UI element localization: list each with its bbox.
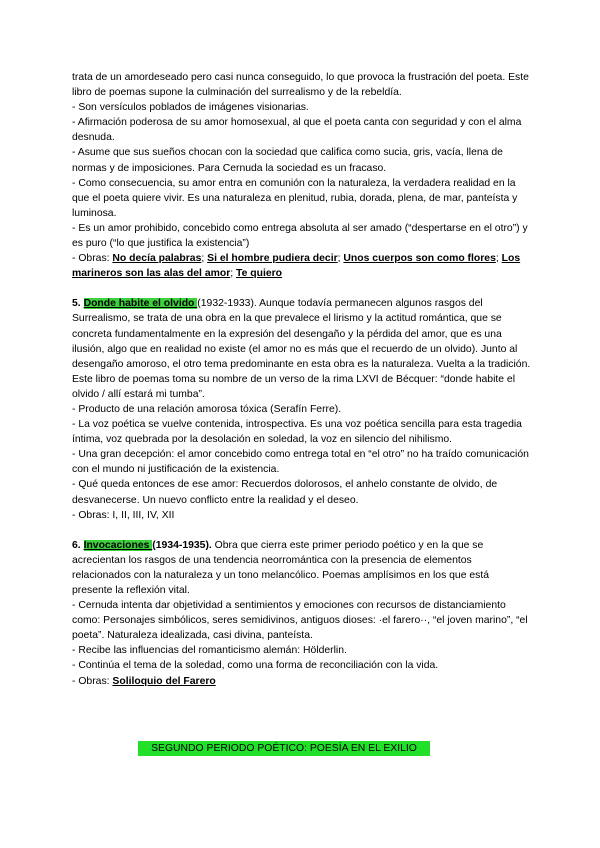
obras-line — [72, 251, 532, 281]
section-text: Aunque todavía permanecen algunos rasgos del Surrealismo, se trata de una obra en la que prevalece el lirismo y la actitud romántica, que se concreta fundamentalmente en la expresión del desengaño y la pérdida del amor, que es una ilusión, algo que en realidad no existe (el amor no es más que el recuerdo de un olvido). Junto al desengaño amoroso, el otro tema predominante en esta obra es la naturaleza. Vuelta a la tradición. Este libro de poemas toma su nombre de un verso de la rima LXVI de Bécquer: “donde habite el olvido / allí estará mi tumba”. — [72, 298, 531, 400]
bullet: - Cernuda intenta dar objetividad a sentimientos y emociones con recursos de distanciamiento como: Personajes simbólicos, seres semidivinos, antiguos dioses: ·el farero··, “el joven marino”, “el poeta”. Naturaleza idealizada, casi divina, panteísta. — [72, 600, 528, 642]
section-years: (1934-1935). — [152, 539, 212, 551]
bullet: - Como consecuencia, su amor entra en comunión con la naturaleza, la verdadera realidad en la que el poeta quiere vivir. Es una naturaleza en plenitud, rubia, dorada, plena, de mar, panteísta y luminosa. — [72, 177, 518, 219]
section-number: 5. — [72, 298, 84, 310]
bullet: - Una gran decepción: el amor concebido como entrega total en “el otro” no ha traído comunicación con el mundo ni justificación de la existencia. — [72, 449, 529, 476]
bullet: - Es un amor prohibido, concebido como entrega absoluta al ser amado (“despertarse en el otro”) y es puro (“lo que justifica la existencia”) — [72, 222, 528, 250]
section-heading-banner: SEGUNDO PERIODO POÉTICO: POESÍA EN EL EXILIO — [138, 741, 430, 756]
paragraph: trata de un amordeseado pero casi nunca conseguido, lo que provoca la frustración del poeta. Este libro de poemas supone la culminación del surrealismo y de la rebeldía. — [72, 72, 529, 99]
bullet: - Asume que sus sueños chocan con la sociedad que califica como sucia, gris, vacía, llena de normas y de imposiciones. Para Cernuda la sociedad es un fracaso. — [72, 147, 503, 174]
separator: ; — [337, 253, 344, 265]
separator: ; — [495, 253, 502, 265]
obras-line: - Obras: I, II, III, IV, XII — [72, 509, 175, 521]
bullet: - Continúa el tema de la soledad, como una forma de reconciliación con la vida. — [72, 660, 439, 672]
document-body — [72, 70, 532, 689]
bullet: - La voz poética se vuelve contenida, introspectiva. Es una voz poética sencilla para esta tragedia íntima, voz quebrada por la desolación en soledad, la voz en silencio del nihilismo. — [72, 419, 522, 446]
section-title: Invocaciones — [83, 539, 153, 551]
section-title: Donde habite el olvido — [83, 298, 198, 310]
separator: ; — [230, 268, 237, 280]
work-title: Te quiero — [236, 268, 283, 280]
bullet: - Producto de una relación amorosa tóxica (Serafín Ferre). — [72, 403, 342, 415]
obras-line — [72, 674, 532, 689]
separator: ; — [201, 253, 208, 265]
work-title: Soliloquio del Farero — [112, 675, 216, 687]
bullet: - Son versículos poblados de imágenes visionarias. — [72, 102, 309, 114]
section-5-paragraph — [72, 296, 532, 402]
bullet: - Afirmación poderosa de su amor homosexual, al que el poeta canta con seguridad y con el alma desnuda. — [72, 117, 522, 144]
bullet: - Qué queda entonces de ese amor: Recuerdos dolorosos, el anhelo constante de olvido, de desvanecerse. Un nuevo conflicto entre la realidad y el deseo. — [72, 479, 498, 506]
bullet: - Recibe las influencias del romanticismo alemán: Hölderlin. — [72, 645, 347, 657]
work-title: Si el hombre pudiera decir — [207, 253, 338, 265]
section-number: 6. — [72, 539, 84, 551]
section-years: (1932-1933). — [197, 298, 257, 310]
obras-label: - Obras: — [72, 675, 113, 687]
work-title: Unos cuerpos son como flores — [343, 253, 496, 265]
work-title: No decía palabras — [112, 253, 202, 265]
obras-label: - Obras: — [72, 253, 113, 265]
section-text: Obra que cierra este primer periodo poético y en la que se acrecientan los rasgos de una tendencia neorromántica con la presencia de elementos relacionados con la naturaleza y un tono melancólico. Poemas amplísimos en los que está presente la reflexión vital. — [72, 539, 490, 596]
work-title: Los marineros son las alas del amor — [72, 253, 521, 280]
section-6-paragraph — [72, 538, 532, 598]
